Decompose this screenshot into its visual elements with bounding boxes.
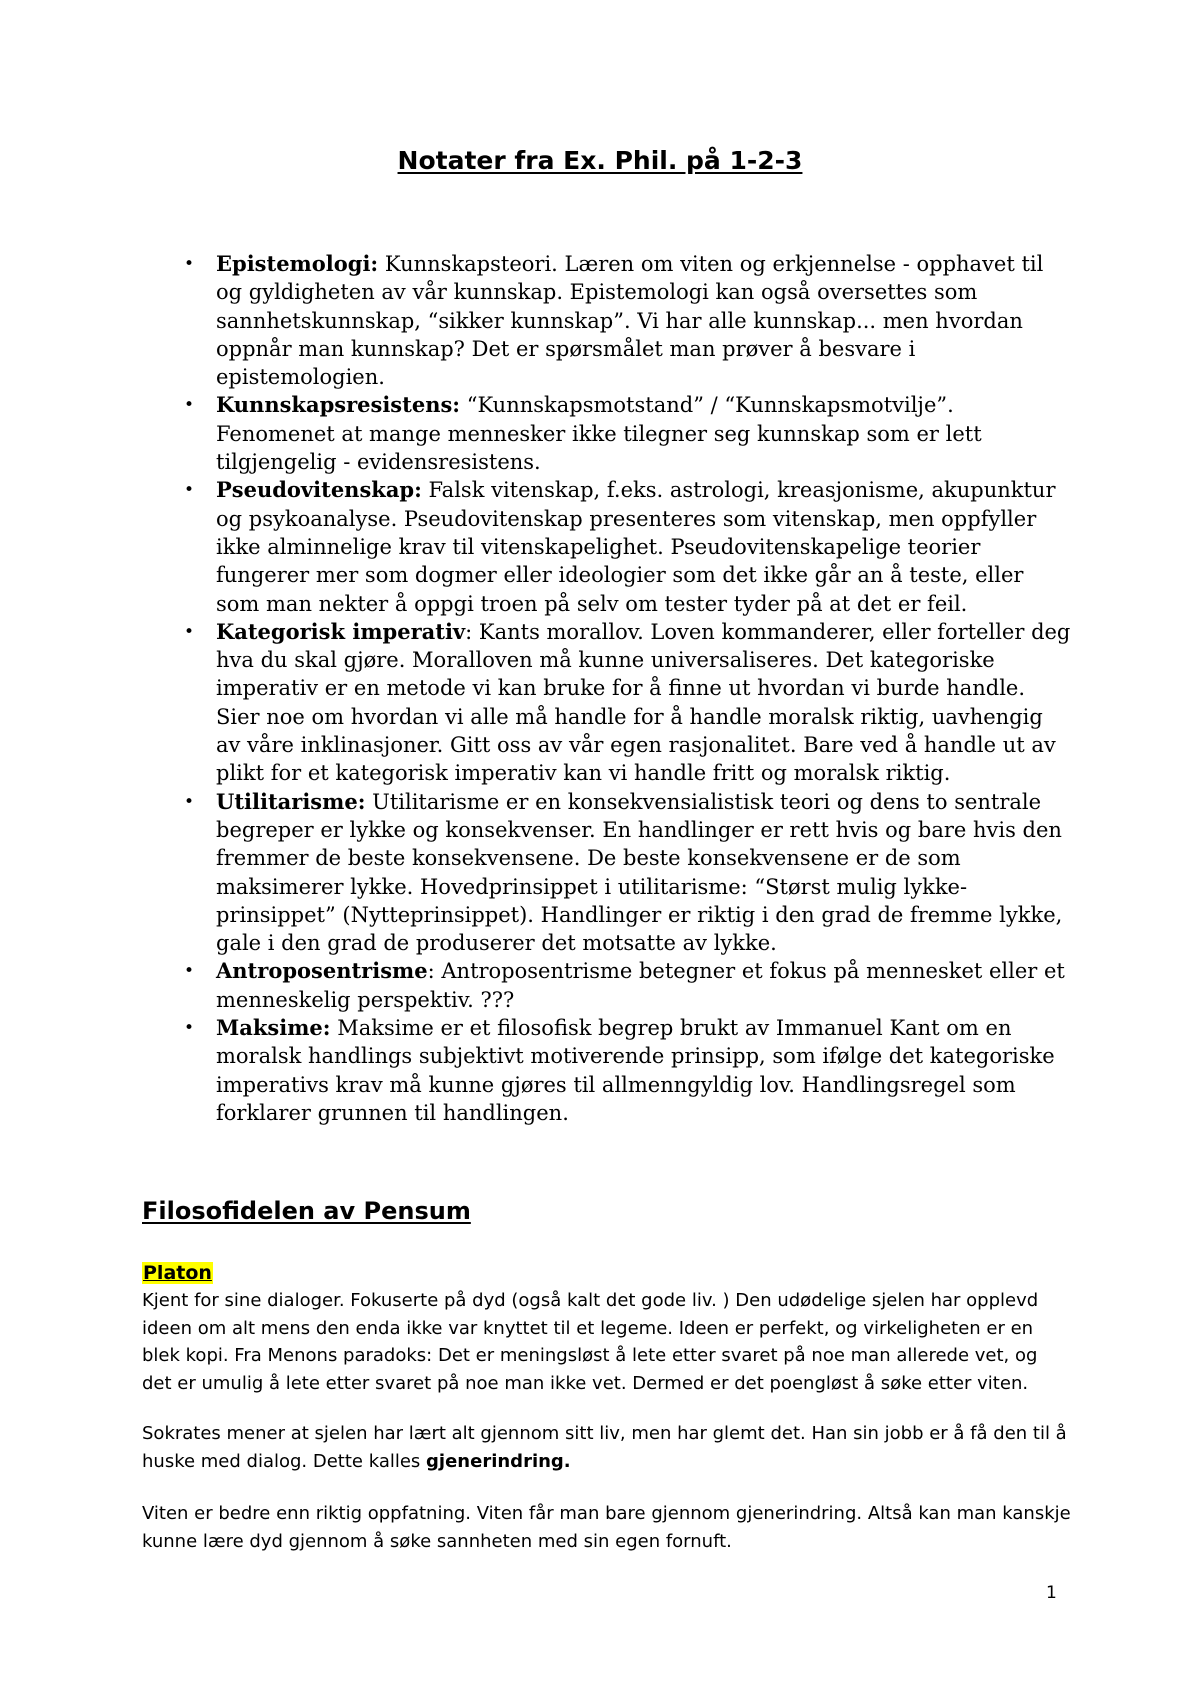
glossary-item-maksime	[184, 1014, 1072, 1127]
platon-paragraph-3: Viten er bedre enn riktig oppfatning. Viten får man bare gjennom gjenerindring. Altså kan man kanskje kunne lære dyd gjennom å søke sannheten med sin egen fornuft.	[142, 1503, 1071, 1552]
glossary-item-antroposentrisme	[184, 957, 1072, 1014]
highlighted-subheading-text: Platon	[143, 1262, 212, 1284]
bullet-icon: •	[184, 1018, 195, 1039]
bullet-icon: •	[184, 395, 195, 416]
glossary-definition: “Kunnskapsmotstand” / “Kunnskapsmotvilje”. Fenomenet at mange mennesker ikke tilegner seg kunnskap som er lett tilgjengelig - evidensresistens.	[216, 393, 982, 475]
page-title: Notater fra Ex. Phil. på 1-2-3	[397, 146, 803, 175]
bullet-icon: •	[184, 254, 195, 274]
section-heading: Filosofidelen av Pensum	[142, 1197, 471, 1225]
glossary-definition: Utilitarisme er en konsekvensialistisk teori og dens to sentrale begreper er lykke og konsekvenser. En handlinger er rett hvis og bare hvis den fremmer de beste konsekvensene. De beste konsekvensene er de som maksimerer lykke. Hovedprinsippet i utilitarisme: “Størst mulig lykke-prinsippet” (Nytteprinsippet). Handlinger er riktig i den grad de fremme lykke, gale i den grad de produserer det motsatte av lykke.	[216, 789, 1063, 956]
glossary-item-kunnskapsresistens	[184, 391, 1072, 476]
glossary-term: Pseudovitenskap:	[216, 477, 422, 503]
paragraph-text: Sokrates mener at sjelen har lært alt gjennom sitt liv, men har glemt det. Han sin jobb er å få den til å huske med dialog. Dette kalles	[142, 1423, 1067, 1472]
bullet-icon: •	[184, 621, 195, 642]
platon-paragraph-1: Kjent for sine dialoger. Fokuserte på dyd (også kalt det gode liv. ) Den udødelige sjelen har opplevd ideen om alt mens den enda ikke var knyttet til et legeme. Ideen er perfekt, og virkeligheten er en blek kopi. Fra Menons paradoks: Det er meningsløst å lete etter svaret på noe man allerede vet, og det er umulig å lete etter svaret på noe man ikke vet. Dermed er det poengløst å søke etter viten.	[142, 1290, 1039, 1394]
glossary-definition: Kunnskapsteori. Læren om viten og erkjennelse - opphavet til og gyldigheten av vår kunnskap. Epistemologi kan også oversettes som sannhetskunnskap, “sikker kunnskap”. Vi har alle kunnskap... men hvordan oppnår man kunnskap? Det er spørsmålet man prøver å besvare i epistemologien.	[216, 252, 1044, 390]
glossary-definition: Falsk vitenskap, f.eks. astrologi, kreasjonisme, akupunktur og psykoanalyse. Pseudovitenskap presenteres som vitenskap, men oppfyller ikke alminnelige krav til vitenskapelighet. Pseudovitenskapelige teorier fungerer mer som dogmer eller ideologier som det ikke går an å teste, eller som man nekter å oppgi troen på selv om tester tyder på at det er feil.	[216, 478, 1056, 616]
glossary-term: Kategorisk imperativ	[216, 618, 466, 644]
glossary-term: Epistemologi:	[216, 251, 379, 276]
bullet-icon: •	[184, 791, 195, 812]
glossary-term: Maksime:	[216, 1015, 331, 1041]
glossary-term: Antroposentrisme	[216, 958, 428, 984]
platon-subheading	[142, 1260, 213, 1286]
glossary-definition: : Kants morallov. Loven kommanderer, eller forteller deg hva du skal gjøre. Moralloven må kunne universaliseres. Det kategoriske imperativ er en metode vi kan bruke for å finne ut hvordan vi burde handle. Sier noe om hvordan vi alle må handle for å handle moralsk riktig, uavhengig av våre inklinasjoner. Gitt oss av vår egen rasjonalitet. Bare ved å handle ut av plikt for et kategorisk imperativ kan vi handle fritt og moralsk riktig.	[216, 619, 1071, 786]
bold-term-gjenerindring: gjenerindring.	[426, 1450, 571, 1472]
glossary-term: Kunnskapsresistens:	[216, 392, 461, 418]
bullet-icon: •	[184, 480, 195, 501]
glossary-item-utilitarisme	[184, 788, 1072, 958]
glossary-item-epistemologi	[184, 250, 1072, 391]
bullet-icon: •	[184, 961, 195, 982]
platon-paragraph-2	[142, 1420, 1072, 1475]
glossary-term: Utilitarisme:	[216, 788, 366, 814]
page-number: 1	[1046, 1583, 1057, 1603]
glossary-definition: : Antroposentrisme betegner et fokus på mennesket eller et menneskelig perspektiv. ???	[216, 959, 1065, 1012]
glossary-definition: Maksime er et filosofisk begrep brukt av Immanuel Kant om en moralsk handlings subjektivt motiverende prinsipp, som ifølge det kategoriske imperativs krav må kunne gjøres til allmenngyldig lov. Handlingsregel som forklarer grunnen til handlingen.	[216, 1016, 1055, 1125]
glossary-list	[184, 250, 1072, 1127]
glossary-item-kategorisk-imperativ	[184, 618, 1072, 788]
glossary-item-pseudovitenskap	[184, 476, 1072, 617]
